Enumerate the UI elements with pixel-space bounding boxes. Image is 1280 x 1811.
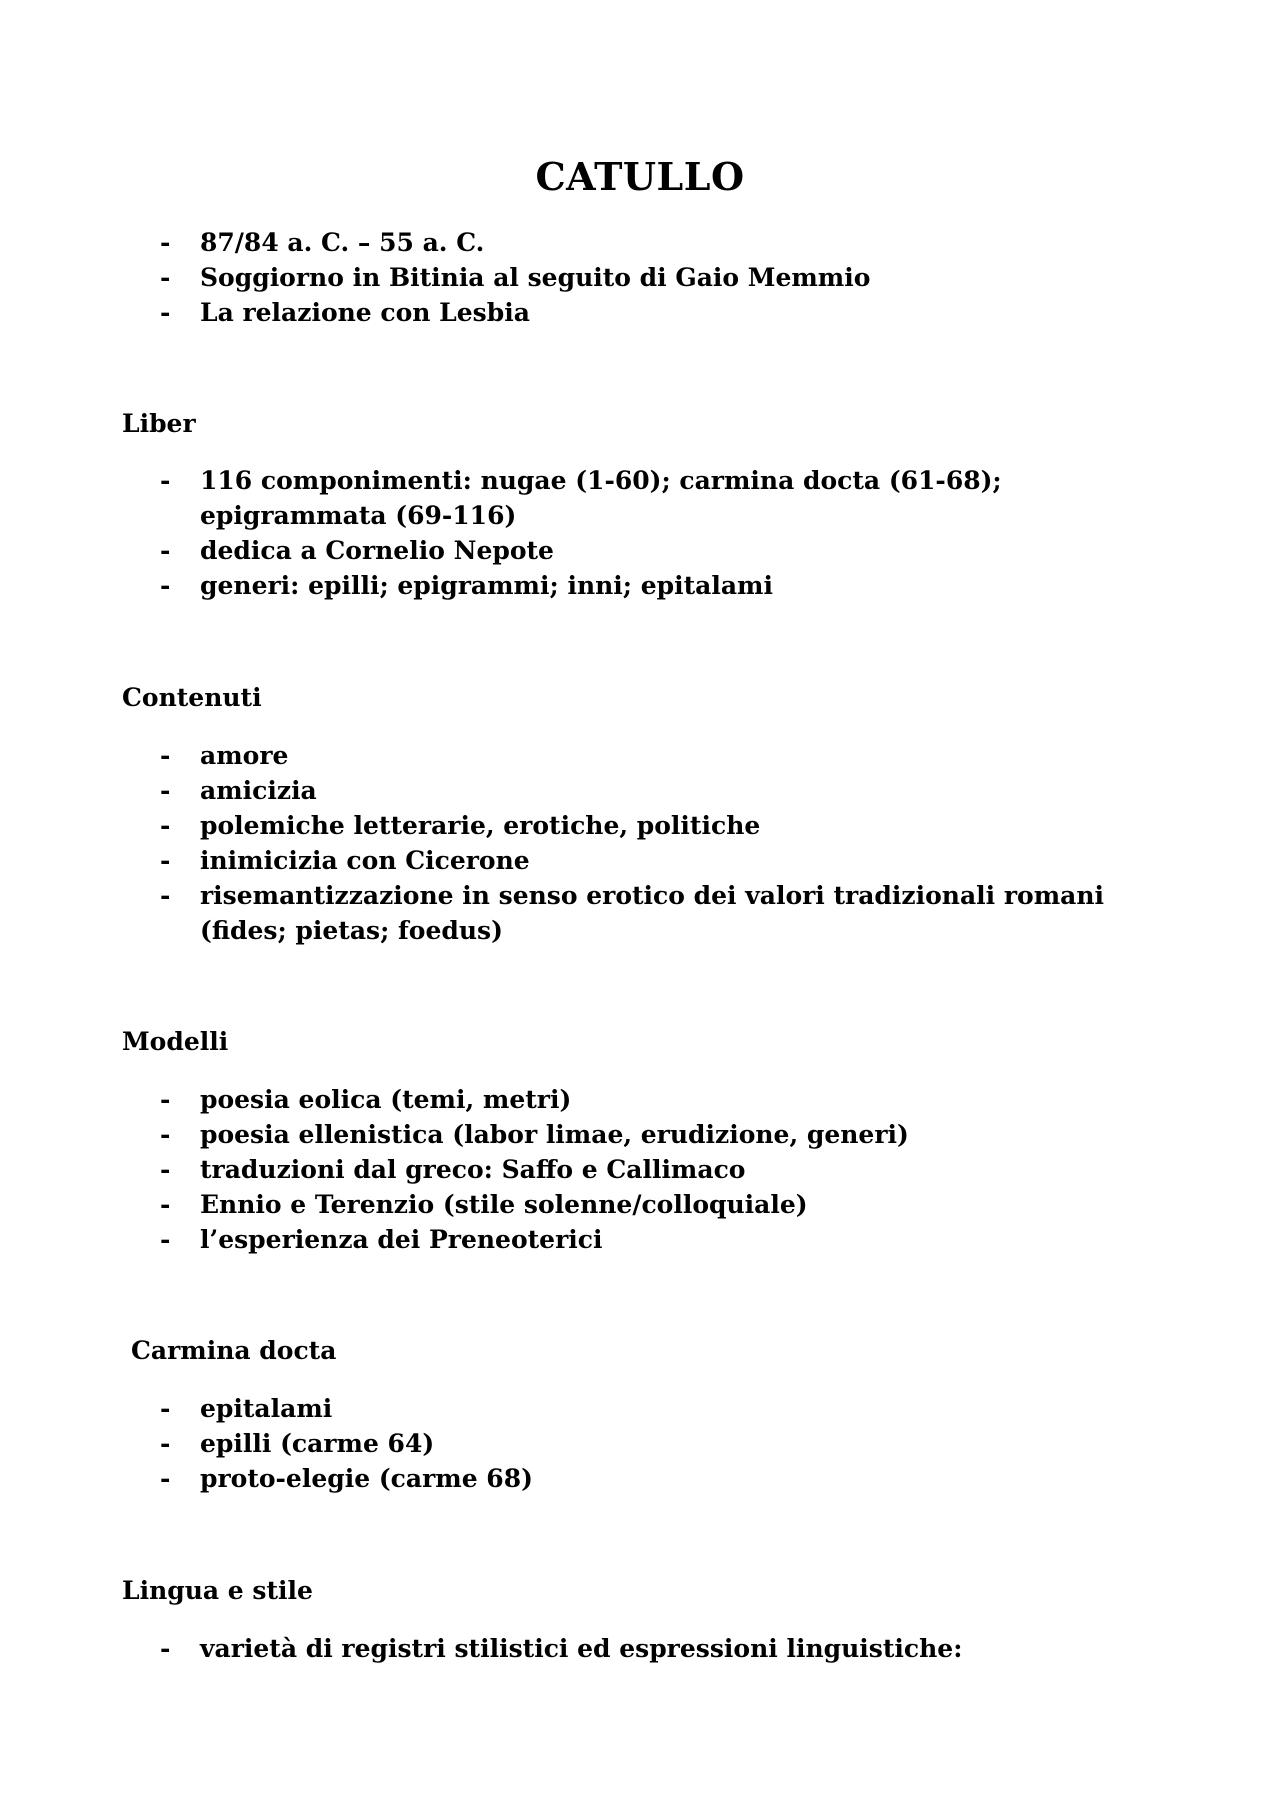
list-item: [0, 773, 1280, 808]
list-item-text: dedica a Cornelio Nepote: [200, 536, 554, 565]
list-item: [0, 843, 1280, 878]
bullet-dash: -: [160, 1120, 171, 1149]
list-item: [0, 568, 1280, 603]
list-item: [0, 1426, 1280, 1461]
bullet-dash: -: [160, 298, 171, 327]
bullet-dash: -: [160, 536, 171, 565]
section-list-carmina-docta: [0, 1391, 1280, 1496]
list-item-text: La relazione con Lesbia: [200, 298, 530, 327]
list-item-text: traduzioni dal greco: Saffo e Callimaco: [200, 1155, 746, 1184]
list-item-text: epilli (carme 64): [200, 1429, 435, 1458]
bullet-dash: -: [160, 466, 171, 495]
intro-list: [0, 225, 1280, 330]
section-heading-carmina-docta: Carmina docta: [131, 1336, 337, 1365]
list-item: [0, 1391, 1280, 1426]
section-heading-modelli: Modelli: [122, 1027, 229, 1056]
list-item-text: poesia eolica (temi, metri): [200, 1085, 572, 1114]
bullet-dash: -: [160, 1464, 171, 1493]
section-list-contenuti: [0, 738, 1280, 948]
bullet-dash: -: [160, 263, 171, 292]
list-item-text: Ennio e Terenzio (stile solenne/colloquiale): [200, 1190, 808, 1219]
list-item: [0, 225, 1280, 260]
bullet-dash: -: [160, 228, 171, 257]
list-item-text: 116 componimenti: nugae (1-60); carmina docta (61-68); epigrammata (69-116): [200, 466, 1002, 530]
list-item: [0, 463, 1280, 533]
list-item-text: risemantizzazione in senso erotico dei valori tradizionali romani (fides; pietas; foedus): [200, 881, 1105, 945]
list-item: [0, 295, 1280, 330]
bullet-dash: -: [160, 741, 171, 770]
section-list-modelli: [0, 1082, 1280, 1257]
bullet-dash: -: [160, 1634, 171, 1663]
list-item: [0, 738, 1280, 773]
list-item: [0, 1461, 1280, 1496]
list-item: [0, 878, 1280, 948]
list-item-text: amore: [200, 741, 289, 770]
list-item-text: polemiche letterarie, erotiche, politiche: [200, 811, 761, 840]
list-item-text: inimicizia con Cicerone: [200, 846, 530, 875]
section-list-lingua-e-stile: [0, 1631, 1280, 1666]
list-item: [0, 1222, 1280, 1257]
bullet-dash: -: [160, 811, 171, 840]
list-item: [0, 1187, 1280, 1222]
list-item-text: epitalami: [200, 1394, 333, 1423]
page-title: CATULLO: [535, 154, 745, 199]
list-item: [0, 533, 1280, 568]
list-item: [0, 1117, 1280, 1152]
section-heading-lingua-e-stile: Lingua e stile: [122, 1576, 313, 1605]
section-heading-liber: Liber: [122, 409, 196, 438]
bullet-dash: -: [160, 881, 171, 910]
bullet-dash: -: [160, 1429, 171, 1458]
list-item: [0, 808, 1280, 843]
list-item-text: poesia ellenistica (labor limae, erudizione, generi): [200, 1120, 909, 1149]
bullet-dash: -: [160, 846, 171, 875]
list-item: [0, 1082, 1280, 1117]
list-item-text: generi: epilli; epigrammi; inni; epitalami: [200, 571, 773, 600]
bullet-dash: -: [160, 571, 171, 600]
bullet-dash: -: [160, 776, 171, 805]
list-item: [0, 260, 1280, 295]
list-item: [0, 1152, 1280, 1187]
bullet-dash: -: [160, 1155, 171, 1184]
section-heading-contenuti: Contenuti: [122, 683, 262, 712]
list-item-text: l’esperienza dei Preneoterici: [200, 1225, 603, 1254]
list-item-text: varietà di registri stilistici ed espressioni linguistiche:: [200, 1634, 963, 1663]
list-item-text: proto-elegie (carme 68): [200, 1464, 533, 1493]
list-item-text: Soggiorno in Bitinia al seguito di Gaio Memmio: [200, 263, 871, 292]
list-item: [0, 1631, 1280, 1666]
list-item-text: 87/84 a. C. – 55 a. C.: [200, 228, 485, 257]
bullet-dash: -: [160, 1085, 171, 1114]
section-list-liber: [0, 463, 1280, 603]
list-item-text: amicizia: [200, 776, 317, 805]
bullet-dash: -: [160, 1190, 171, 1219]
bullet-dash: -: [160, 1225, 171, 1254]
bullet-dash: -: [160, 1394, 171, 1423]
